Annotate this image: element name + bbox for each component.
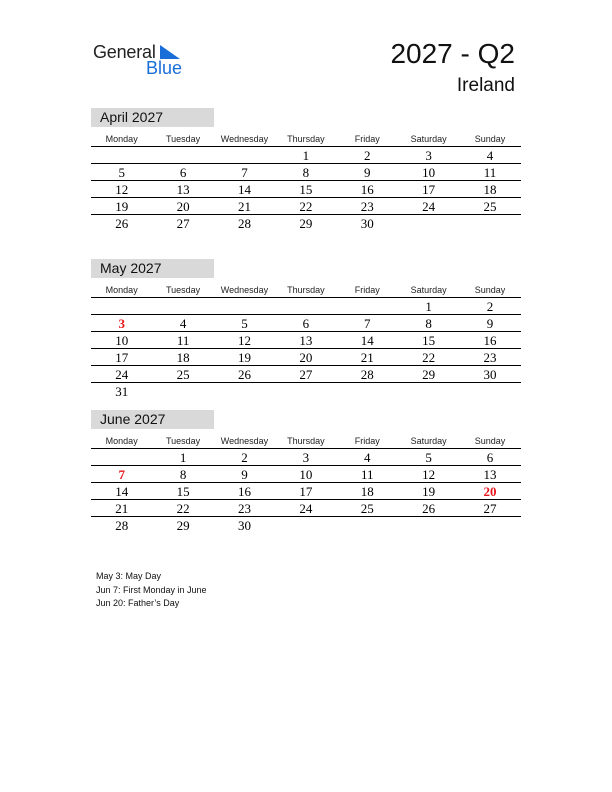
weekday-label: Sunday: [474, 285, 506, 295]
day-cell: [337, 298, 398, 314]
day-cell: 25: [176, 367, 190, 382]
day-cell: [337, 517, 398, 534]
day-cell: 13: [483, 467, 497, 482]
week-row: [91, 517, 521, 534]
day-cell: 28: [360, 367, 374, 382]
logo-text-general: General: [93, 42, 156, 62]
day-cell: 6: [179, 165, 187, 180]
weekday-label: Wednesday: [220, 436, 269, 446]
day-cell: 1: [302, 148, 310, 163]
day-cell: 20: [176, 199, 190, 214]
week-row: [91, 198, 521, 215]
day-cell: 1: [425, 299, 432, 314]
week-row: [91, 483, 521, 500]
day-cell: 7: [364, 316, 371, 331]
day-cell: [398, 215, 459, 232]
day-cell: 16: [237, 484, 251, 499]
day-cell: 30: [360, 216, 374, 231]
day-cell: 27: [299, 367, 313, 382]
day-cell: 15: [176, 484, 190, 499]
day-cell: 5: [425, 450, 432, 465]
day-cell: 14: [237, 182, 251, 197]
month-may: [91, 259, 521, 400]
calendar-grid: [91, 131, 521, 232]
day-cell: 28: [237, 216, 251, 231]
weekday-label: Saturday: [410, 436, 447, 446]
day-cell: 29: [176, 518, 190, 533]
day-cell: 7: [241, 165, 248, 180]
holiday-day-cell: 3: [118, 316, 125, 331]
day-cell: 19: [115, 199, 129, 214]
day-cell: 10: [299, 467, 313, 482]
day-cell: 21: [237, 199, 251, 214]
day-cell: 27: [483, 501, 497, 516]
week-row: [91, 298, 521, 315]
day-cell: [214, 147, 275, 163]
day-cell: 26: [422, 501, 436, 516]
day-cell: [459, 383, 520, 400]
weekday-header-row: [91, 131, 521, 147]
day-cell: 18: [360, 484, 374, 499]
weekday-label: Tuesday: [165, 134, 201, 144]
weekday-label: Saturday: [410, 285, 447, 295]
week-row: [91, 449, 521, 466]
day-cell: 2: [241, 450, 248, 465]
holiday-note: May 3: May Day: [96, 571, 162, 581]
page-title: 2027 - Q2: [390, 38, 515, 69]
day-cell: 5: [241, 316, 248, 331]
month-april: [91, 108, 521, 232]
day-cell: 20: [299, 350, 313, 365]
weekday-label: Friday: [354, 285, 380, 295]
day-cell: 17: [299, 484, 313, 499]
day-cell: 4: [486, 148, 494, 163]
day-cell: 8: [425, 316, 432, 331]
day-cell: 29: [422, 367, 436, 382]
day-cell: 11: [483, 165, 497, 180]
day-cell: 14: [115, 484, 129, 499]
day-cell: 19: [237, 350, 251, 365]
day-cell: 26: [115, 216, 129, 231]
week-row: [91, 500, 521, 517]
weekday-label: Friday: [354, 134, 380, 144]
calendar-grid: [91, 282, 521, 400]
day-cell: 8: [302, 165, 310, 180]
weekday-header-row: [91, 433, 521, 449]
day-cell: [91, 449, 152, 465]
week-row: [91, 383, 521, 400]
day-cell: 21: [115, 501, 129, 516]
day-cell: [398, 383, 459, 400]
calendar-grid: [91, 433, 521, 534]
week-row: [91, 349, 521, 366]
week-row: [91, 332, 521, 349]
weekday-label: Monday: [105, 436, 138, 446]
weekday-label: Wednesday: [220, 134, 269, 144]
day-cell: [152, 298, 213, 314]
day-cell: 17: [115, 350, 129, 365]
day-cell: [275, 517, 336, 534]
day-cell: 9: [364, 165, 371, 180]
day-cell: 1: [179, 450, 187, 465]
day-cell: 25: [483, 199, 497, 214]
month-title: April 2027: [91, 108, 214, 127]
week-row: [91, 164, 521, 181]
day-cell: 9: [241, 467, 248, 482]
day-cell: 5: [118, 165, 125, 180]
weekday-label: Wednesday: [220, 285, 269, 295]
week-row: [91, 366, 521, 383]
weekday-label: Monday: [105, 134, 138, 144]
day-cell: 16: [360, 182, 374, 197]
day-cell: 16: [483, 333, 497, 348]
day-cell: [214, 383, 275, 400]
country-name: Ireland: [456, 75, 515, 96]
day-cell: 18: [176, 350, 190, 365]
weekday-label: Saturday: [410, 134, 447, 144]
day-cell: 29: [299, 216, 313, 231]
weekday-label: Thursday: [287, 134, 325, 144]
day-cell: 22: [299, 199, 313, 214]
day-cell: 2: [364, 148, 371, 163]
day-cell: [459, 215, 520, 232]
day-cell: 4: [364, 450, 371, 465]
week-row: [91, 215, 521, 232]
day-cell: 21: [360, 350, 374, 365]
month-title: May 2027: [91, 259, 214, 278]
day-cell: [275, 298, 336, 314]
logo-text-blue: Blue: [146, 58, 183, 78]
day-cell: [91, 147, 152, 163]
day-cell: 3: [425, 148, 432, 163]
weekday-label: Sunday: [474, 134, 506, 144]
day-cell: 2: [486, 299, 494, 314]
holiday-day-cell: 7: [118, 467, 125, 482]
month-title: June 2027: [91, 410, 214, 429]
day-cell: [91, 298, 152, 314]
day-cell: 4: [179, 316, 187, 331]
day-cell: 22: [422, 350, 436, 365]
day-cell: 30: [237, 518, 251, 533]
day-cell: [152, 147, 213, 163]
day-cell: 12: [422, 467, 436, 482]
day-cell: 11: [176, 333, 190, 348]
generalblue-logo: [93, 42, 193, 78]
weekday-label: Tuesday: [165, 436, 201, 446]
week-row: [91, 147, 521, 164]
day-cell: 19: [422, 484, 436, 499]
day-cell: 12: [115, 182, 129, 197]
holiday-note: Jun 7: First Monday in June: [96, 584, 207, 595]
day-cell: 27: [176, 216, 190, 231]
day-cell: 24: [115, 367, 129, 382]
week-row: [91, 315, 521, 332]
day-cell: 24: [422, 199, 436, 214]
day-cell: 3: [302, 450, 310, 465]
day-cell: 25: [360, 501, 374, 516]
day-cell: 10: [422, 165, 436, 180]
day-cell: 12: [237, 333, 251, 348]
day-cell: 18: [483, 182, 497, 197]
week-row: [91, 466, 521, 483]
weekday-label: Sunday: [474, 436, 506, 446]
weekday-label: Monday: [105, 285, 138, 295]
holiday-day-cell: 20: [483, 484, 497, 499]
day-cell: 24: [299, 501, 313, 516]
weekday-label: Tuesday: [165, 285, 201, 295]
day-cell: 8: [179, 467, 187, 482]
day-cell: 17: [422, 182, 436, 197]
weekday-header-row: [91, 282, 521, 298]
day-cell: [214, 298, 275, 314]
day-cell: 10: [115, 333, 129, 348]
day-cell: 13: [176, 182, 190, 197]
day-cell: 22: [176, 501, 190, 516]
day-cell: 31: [115, 384, 129, 399]
month-june: [91, 410, 521, 534]
week-row: [91, 181, 521, 198]
day-cell: 14: [360, 333, 374, 348]
day-cell: [337, 383, 398, 400]
holiday-note: Jun 20: Father’s Day: [96, 598, 180, 608]
day-cell: [152, 383, 213, 400]
day-cell: 11: [360, 467, 374, 482]
day-cell: 28: [115, 518, 129, 533]
day-cell: 15: [299, 182, 313, 197]
day-cell: 30: [483, 367, 497, 382]
day-cell: 26: [237, 367, 251, 382]
day-cell: 6: [486, 450, 494, 465]
day-cell: 13: [299, 333, 313, 348]
day-cell: 23: [483, 350, 497, 365]
logo-triangle-icon: [160, 45, 180, 59]
day-cell: 23: [237, 501, 251, 516]
day-cell: 6: [302, 316, 310, 331]
day-cell: 15: [422, 333, 436, 348]
day-cell: [275, 383, 336, 400]
weekday-label: Friday: [354, 436, 380, 446]
day-cell: [398, 517, 459, 534]
day-cell: 9: [486, 316, 494, 331]
weekday-label: Thursday: [287, 436, 325, 446]
holiday-notes: [96, 570, 207, 611]
day-cell: [459, 517, 520, 534]
day-cell: 23: [360, 199, 374, 214]
weekday-label: Thursday: [287, 285, 325, 295]
